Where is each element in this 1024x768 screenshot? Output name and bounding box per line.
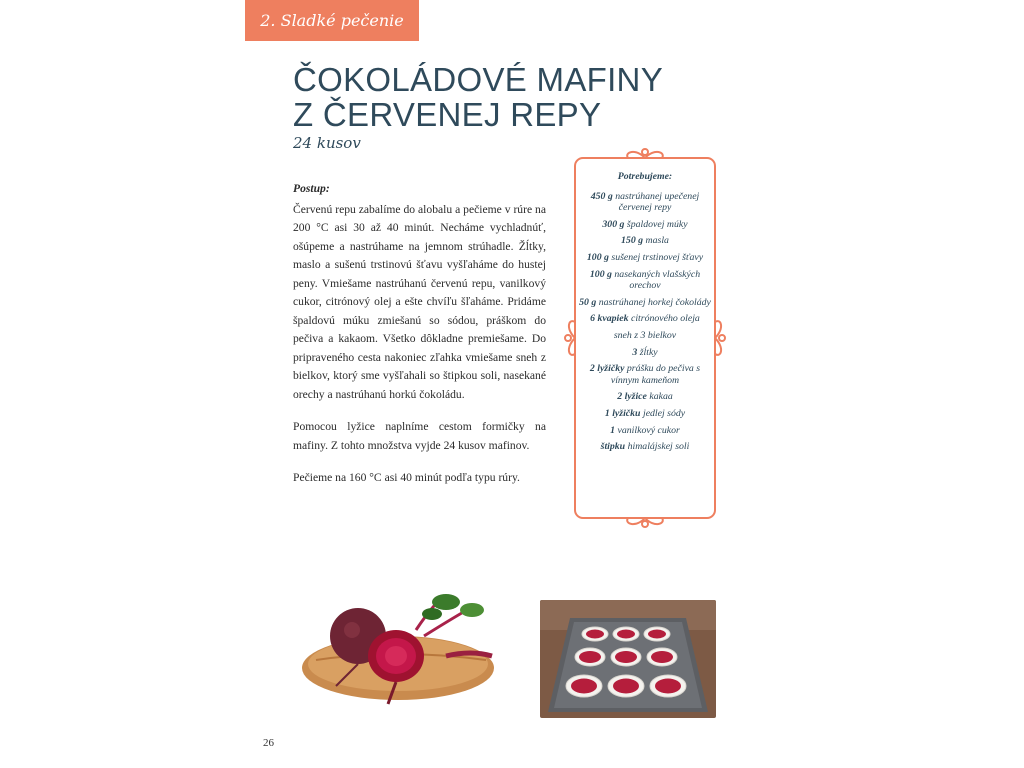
- recipe-title: [293, 62, 713, 132]
- procedure-label: Postup:: [293, 182, 330, 195]
- recipe-title-line-1: ČOKOLÁDOVÉ MAFINY: [293, 61, 664, 98]
- procedure-paragraph: Pečieme na 160 °C asi 40 minút podľa typu rúry.: [293, 471, 520, 484]
- muffin-tray-photo: [540, 600, 716, 718]
- ingredient-item: 6 kvapiek citrónového oleja: [590, 313, 700, 325]
- procedure-paragraph: Červenú repu zabalíme do alobalu a pečieme v rúre na 200 °C asi 30 až 40 minút. Necháme vychladnúť, ošúpeme a nastrúhame na jemnom strúhadle. Žĺtky, maslo a sušenú trstinovú šťavu vyšľaháme do hustej peny. Vmiešame nastrúhanú červenú repu, vanilkový cukor, citrónový olej a ešte chvíľu šľaháme. Pridáme špaldovú múku zmiešanú so sódou, práškom do pečiva a kakaom. Všetko dôkladne premiešame. Do pripraveného cesta nakoniec zľahka vmiešame sneh z bielkov, ktorý sme vyšľahali so štipkou soli, nasekané orechy a nastrúhanú horkú čokoládu.: [293, 202, 546, 401]
- ingredient-item: 300 g špaldovej múky: [602, 218, 688, 230]
- chapter-tab: 2. Sladké pečenie: [245, 0, 419, 41]
- ingredient-item: 1 vanilkový cukor: [610, 424, 680, 436]
- ingredients-heading: Potrebujeme:: [617, 171, 673, 182]
- ingredient-item: 450 g nastrúhanej upečenej červenej repy: [590, 190, 700, 214]
- recipe-title-line-2: Z ČERVENEJ REPY: [293, 96, 602, 133]
- ingredient-item: 50 g nastrúhanej horkej čokolády: [579, 296, 711, 308]
- ingredient-item: 100 g sušenej trstinovej šťavy: [586, 251, 704, 263]
- beetroot-photo: [296, 590, 501, 710]
- ingredient-item: 100 g nasekaných vlašských orechov: [589, 268, 701, 292]
- page-number: 26: [263, 737, 274, 749]
- ingredient-item: 3 žĺtky: [632, 346, 658, 358]
- ingredient-item: 2 lyžice kakaa: [617, 391, 673, 403]
- ingredient-item: 2 lyžičky prášku do pečiva s vínnym kameňom: [589, 363, 701, 386]
- ingredient-item: štipku himalájskej soli: [600, 441, 690, 453]
- ingredient-item: sneh z 3 bielkov: [613, 329, 677, 341]
- recipe-yield: 24 kusov: [293, 134, 361, 152]
- procedure-paragraph: Pomocou lyžice naplníme cestom formičky na mafiny. Z tohto množstva vyjde 24 kusov mafinov.: [293, 420, 546, 452]
- ingredients-list: [575, 171, 715, 458]
- procedure-section: [293, 180, 546, 502]
- ingredient-item: 150 g masla: [621, 235, 669, 247]
- ingredient-item: 1 lyžičku jedlej sódy: [604, 407, 686, 419]
